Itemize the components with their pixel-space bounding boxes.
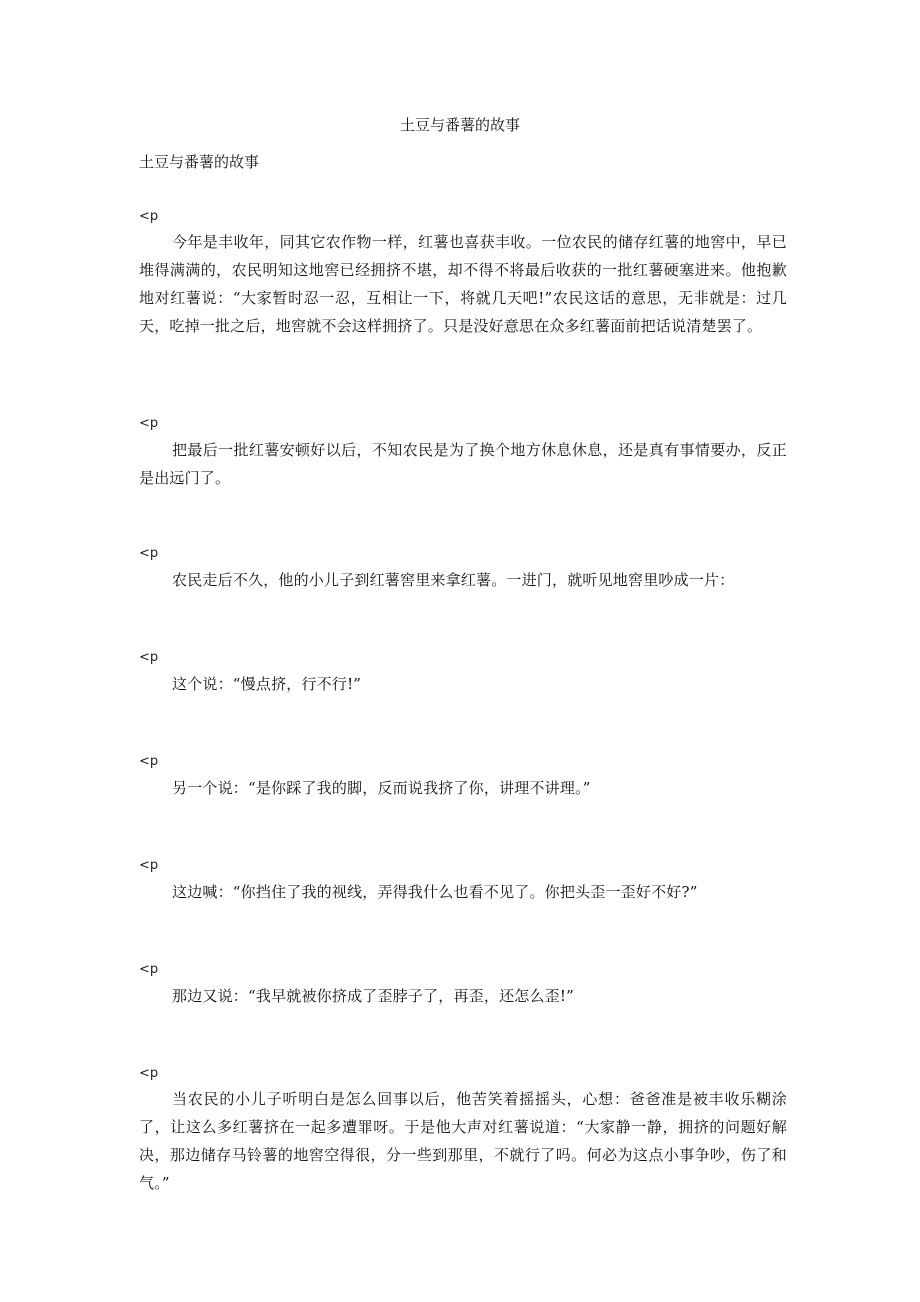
paragraph-2: 把最后一批红薯安顿好以后，不知农民是为了换个地方休息休息，还是真有事情要办，反正是出远门了。 <box>139 441 787 487</box>
document-subtitle: 土豆与番薯的故事 <box>139 153 260 171</box>
paragraph-marker: <p <box>139 858 159 873</box>
paragraph-6: 这边喊：“你挡住了我的视线，弄得我什么也看不见了。你把头歪一歪好不好?” <box>172 883 698 901</box>
paragraph-1: 今年是丰收年，同其它农作物一样，红薯也喜获丰收。一位农民的储存红薯的地窖中，早已堆得满满的，农民明知这地窖已经拥挤不堪，却不得不将最后收获的一批红薯硬塞进来。他抱歉地对红薯说：“大家暂时忍一忍，互相让一下，将就几天吧!”农民这话的意思，无非就是：过几天，吃掉一批之后，地窖就不会这样拥挤了。只是没好意思在众多红薯面前把话说清楚罢了。 <box>139 233 787 335</box>
paragraph-marker: <p <box>139 962 159 977</box>
paragraph-8: 当农民的小儿子听明白是怎么回事以后，他苦笑着摇摇头，心想：爸爸准是被丰收乐糊涂了，让这么多红薯挤在一起多遭罪呀。于是他大声对红薯说道：“大家静一静，拥挤的问题好解决，那边储存马铃薯的地窖空得很，分一些到那里，不就行了吗。何必为这点小事争吵，伤了和气。” <box>139 1090 787 1192</box>
document-title: 土豆与番薯的故事 <box>399 116 520 134</box>
paragraph-3: 农民走后不久，他的小儿子到红薯窖里来拿红薯。一进门，就听见地窖里吵成一片： <box>172 571 735 589</box>
paragraph-4: 这个说：“慢点挤，行不行!” <box>172 675 362 693</box>
paragraph-marker: <p <box>139 416 159 431</box>
paragraph-5: 另一个说：“是你踩了我的脚，反而说我挤了你，讲理不讲理。” <box>172 779 591 797</box>
paragraph-marker: <p <box>139 209 159 224</box>
paragraph-marker: <p <box>139 546 159 561</box>
paragraph-marker: <p <box>139 1066 159 1081</box>
paragraph-marker: <p <box>139 754 159 769</box>
paragraph-marker: <p <box>139 650 159 665</box>
paragraph-7: 那边又说：“我早就被你挤成了歪脖子了，再歪，还怎么歪!” <box>172 987 574 1005</box>
